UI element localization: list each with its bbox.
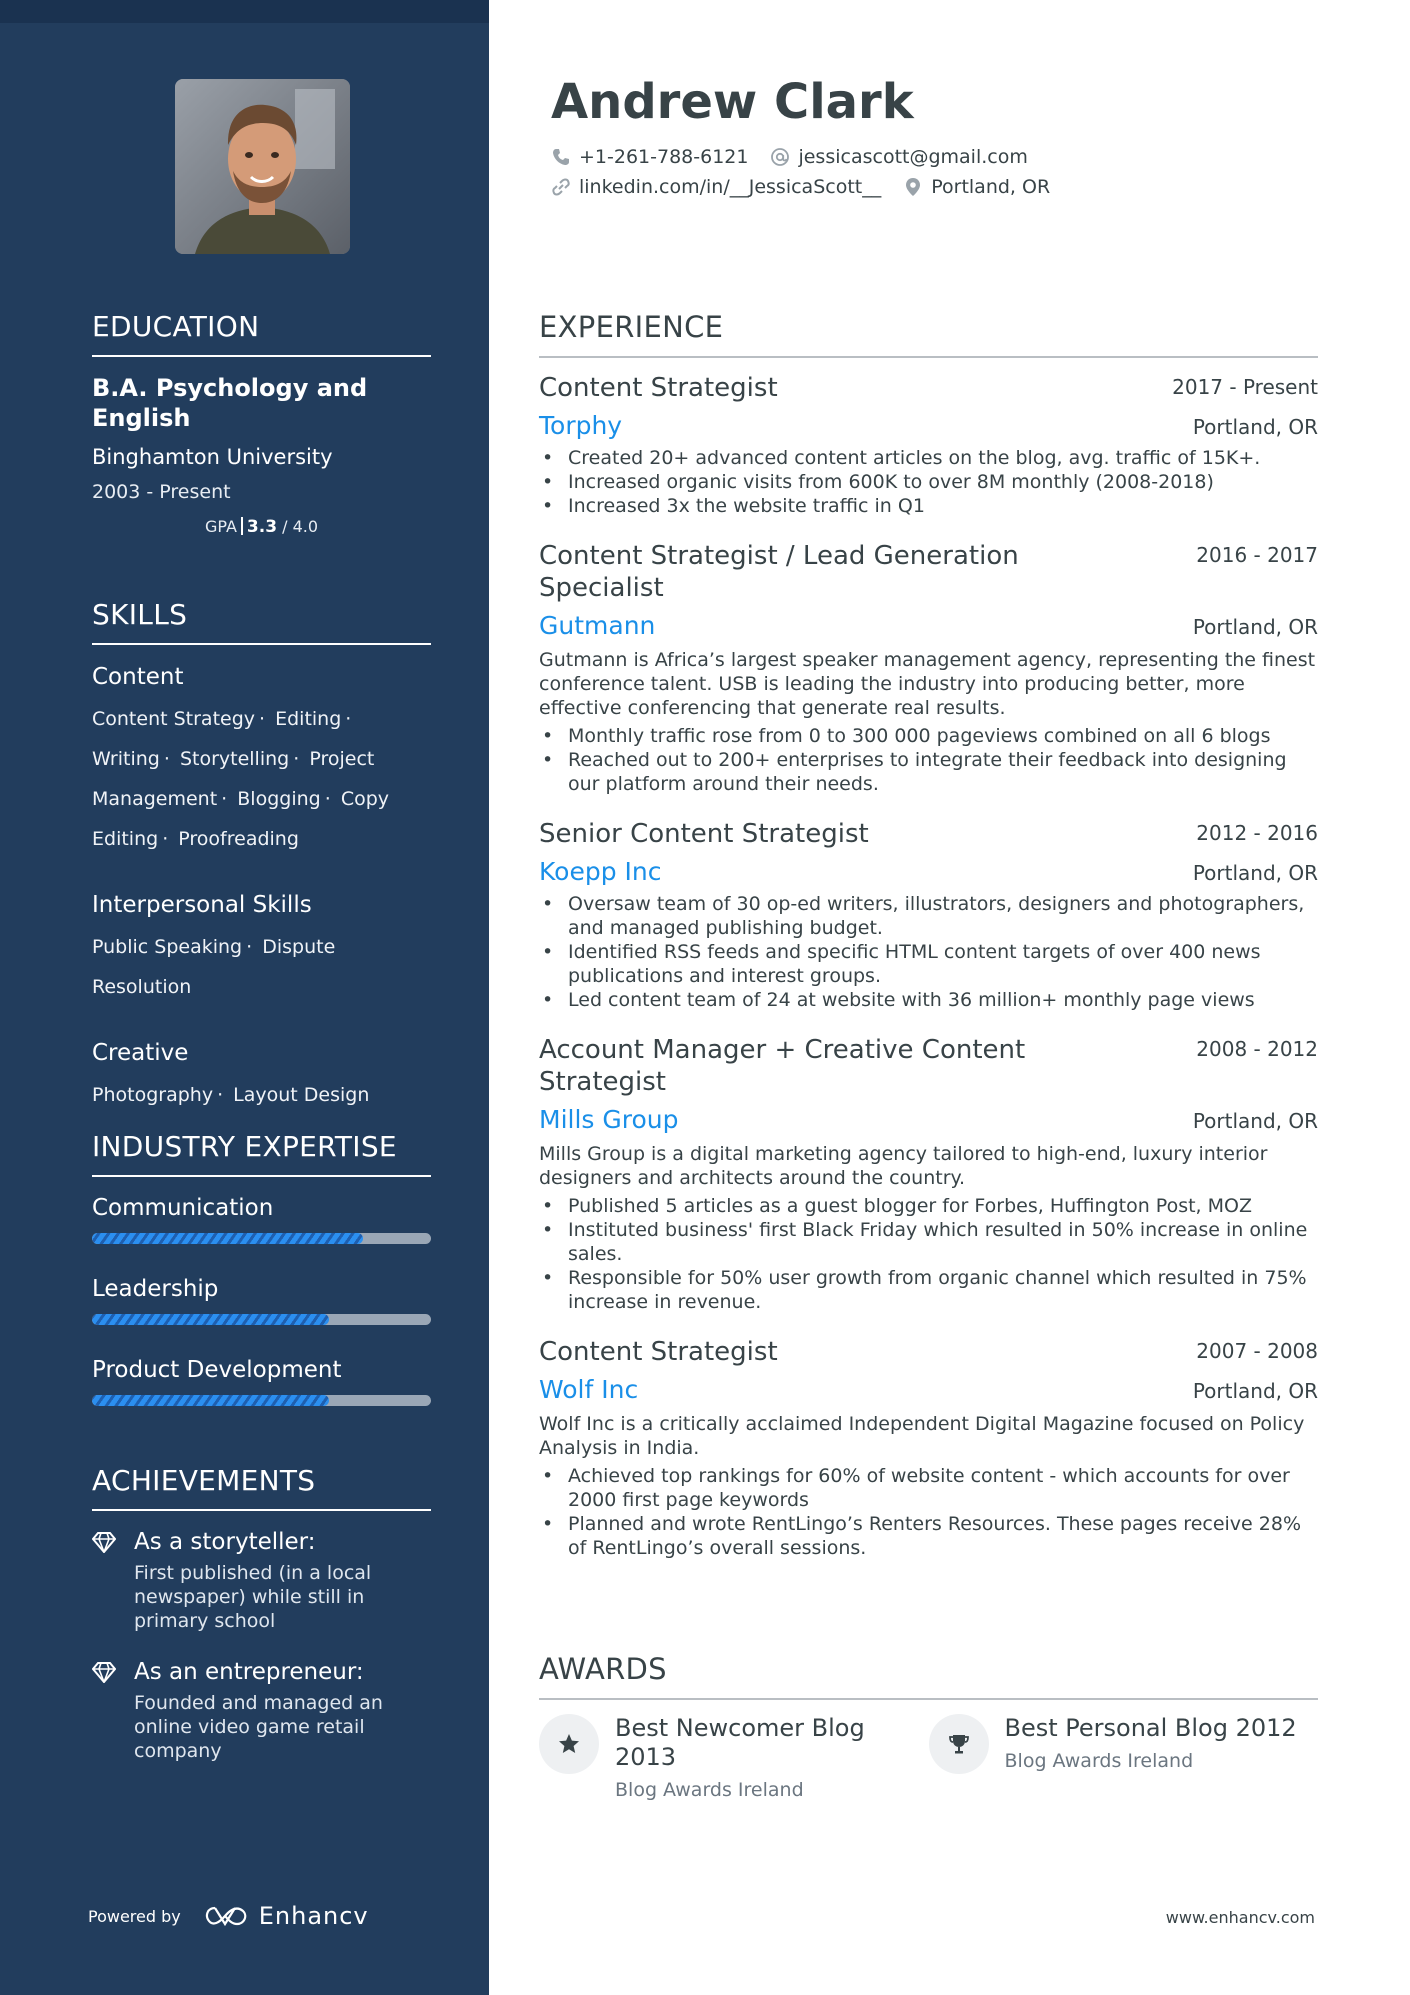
contact-location [903, 176, 1050, 198]
skills-section [92, 598, 431, 1145]
award-organization: Blog Awards Ireland [1004, 1750, 1194, 1772]
job-company: Mills Group [539, 1105, 679, 1134]
job-entry [539, 540, 1318, 796]
job-bullets [539, 1194, 1318, 1314]
job-title: Senior Content Strategist [539, 819, 869, 849]
job-dates: 2007 - 2008 [1196, 1339, 1318, 1363]
award-text [615, 1714, 929, 1802]
job-bullet: • Instituted business' first Black Friday which resulted in 50% increase in online sales. [539, 1218, 1318, 1266]
job-title: Account Manager + Creative Content Strategist [539, 1035, 1026, 1097]
skill-separator: · [324, 788, 331, 810]
contact-email[interactable] [770, 146, 1027, 168]
skill-tag: Dispute Resolution [92, 936, 336, 998]
job-company: Torphy [539, 411, 623, 440]
job-bullet: • Identified RSS feeds and specific HTML content targets of over 400 news publications and interest groups. [539, 940, 1318, 988]
job-dates: 2008 - 2012 [1196, 1037, 1318, 1061]
awards-list [539, 1714, 1318, 1802]
awards-title: AWARDS [539, 1652, 1318, 1700]
job-entry [539, 372, 1318, 518]
skill-separator: · [293, 748, 300, 770]
gpa-label: GPA [204, 517, 237, 536]
job-dates: 2012 - 2016 [1196, 821, 1318, 845]
job-bullets [539, 892, 1318, 1012]
achievement-description: First published (in a local newspaper) while still in primary school [134, 1562, 372, 1632]
job-bullets [539, 724, 1318, 796]
diamond-icon [92, 1661, 116, 1687]
location-text: Portland, OR [931, 176, 1051, 198]
enhancv-brand-name: Enhancv [258, 1902, 369, 1930]
profile-photo [175, 79, 350, 254]
education-degree: B.A. Psychology and English [92, 374, 368, 432]
skills-title: SKILLS [92, 598, 431, 645]
education-section [92, 310, 431, 537]
phone-icon [551, 147, 571, 167]
sidebar [0, 0, 489, 1995]
skill-separator: · [345, 708, 352, 730]
skill-tag: Writing [92, 748, 160, 770]
skill-items [92, 1075, 431, 1115]
education-title: EDUCATION [92, 310, 431, 357]
expertise-name: Leadership [92, 1276, 219, 1302]
job-description: Wolf Inc is a critically acclaimed Independent Digital Magazine focused on Policy Analysis in India. [539, 1413, 1305, 1459]
expertise-item [92, 1193, 431, 1244]
link-icon [551, 177, 571, 197]
skill-tag: Project Management [92, 748, 375, 810]
job-subheader [539, 856, 1318, 888]
powered-by [88, 1902, 369, 1930]
powered-by-label: Powered by [88, 1906, 181, 1926]
skill-tag: Layout Design [233, 1084, 370, 1106]
skill-separator: · [162, 828, 169, 850]
expertise-list [92, 1193, 431, 1406]
job-bullets [539, 1464, 1318, 1560]
skill-tag: Storytelling [179, 748, 290, 770]
job-bullet: • Created 20+ advanced content articles on the blog, avg. traffic of 15K+. [539, 446, 1318, 470]
achievement-title: As a storyteller: [134, 1529, 316, 1555]
expertise-item [92, 1355, 431, 1406]
job-bullet: • Increased 3x the website traffic in Q1 [539, 494, 1318, 518]
job-bullet: • Led content team of 24 at website with 36 million+ monthly page views [539, 988, 1318, 1012]
job-entry [539, 818, 1318, 1012]
job-title: Content Strategist [539, 1337, 778, 1367]
skill-tag: Public Speaking [92, 936, 243, 958]
job-dates: 2017 - Present [1172, 375, 1318, 399]
email-text: jessicascott@gmail.com [798, 146, 1028, 168]
job-dates: 2016 - 2017 [1196, 543, 1318, 567]
expertise-name: Product Development [92, 1357, 342, 1383]
job-header [539, 372, 1318, 404]
job-company: Koepp Inc [539, 857, 662, 886]
enhancv-website-link[interactable]: www.enhancv.com [1165, 1908, 1315, 1927]
job-bullet: • Achieved top rankings for 60% of website content - which accounts for over 2000 first page keywords [539, 1464, 1318, 1512]
education-dates: 2003 - Present [92, 481, 231, 503]
job-location: Portland, OR [1192, 615, 1318, 639]
expertise-section [92, 1130, 431, 1436]
job-header [539, 818, 1318, 850]
achievement-description: Founded and managed an online video game retail company [134, 1692, 383, 1762]
gpa-max: / 4.0 [282, 517, 319, 536]
at-icon [770, 147, 790, 167]
job-title: Content Strategist [539, 373, 778, 403]
job-location: Portland, OR [1192, 415, 1318, 439]
education-gpa [92, 517, 431, 537]
skill-group [92, 889, 431, 1007]
skill-group-title: Content [92, 664, 184, 690]
location-pin-icon [903, 177, 923, 197]
star-icon [539, 1714, 599, 1774]
achievement-title: As an entrepreneur: [134, 1659, 364, 1685]
skill-group [92, 1037, 431, 1115]
skill-separator: · [259, 708, 266, 730]
job-title: Content Strategist / Lead Generation Specialist [539, 541, 1019, 603]
job-location: Portland, OR [1192, 1379, 1318, 1403]
job-location: Portland, OR [1192, 1109, 1318, 1133]
expertise-level-bar [92, 1395, 431, 1406]
phone-text: +1-261-788-6121 [579, 146, 749, 168]
job-subheader [539, 610, 1318, 642]
job-subheader [539, 1104, 1318, 1136]
contact-row-2 [551, 176, 1050, 198]
job-bullet: • Monthly traffic rose from 0 to 300 000 pageviews combined on all 6 blogs [539, 724, 1318, 748]
job-bullet: • Responsible for 50% user growth from organic channel which resulted in 75% increase in revenue. [539, 1266, 1318, 1314]
achievements-title: ACHIEVEMENTS [92, 1464, 431, 1511]
skill-tag: Proofreading [178, 828, 299, 850]
award-text [1005, 1714, 1297, 1802]
diamond-icon [92, 1531, 116, 1557]
gpa-value: 3.3 [246, 517, 278, 537]
award-item [539, 1714, 929, 1802]
contact-phone[interactable] [551, 146, 748, 168]
skill-tag: Blogging [237, 788, 321, 810]
job-description: Mills Group is a digital marketing agency tailored to high-end, luxury interior designers and architects around the country. [539, 1143, 1268, 1189]
education-school: Binghamton University [92, 445, 333, 469]
achievement-item [92, 1657, 431, 1763]
job-company: Wolf Inc [539, 1375, 639, 1404]
job-header [539, 540, 1318, 604]
experience-title: EXPERIENCE [539, 310, 1318, 358]
skill-items [92, 927, 431, 1007]
achievements-list [92, 1527, 431, 1763]
award-organization: Blog Awards Ireland [615, 1779, 804, 1801]
job-bullet: • Planned and wrote RentLingo’s Renters Resources. These pages receive 28% of RentLingo’s overall sessions. [539, 1512, 1318, 1560]
candidate-name: Andrew Clark [551, 74, 914, 130]
expertise-name: Communication [92, 1195, 274, 1221]
job-entry [539, 1034, 1318, 1314]
expertise-level-bar [92, 1233, 431, 1244]
achievement-item [92, 1527, 431, 1633]
job-bullet: • Oversaw team of 30 op-ed writers, illustrators, designers and photographers, and managed publishing budget. [539, 892, 1318, 940]
skill-tag: Copy Editing [92, 788, 390, 850]
expertise-level-fill [92, 1233, 363, 1244]
skill-group-title: Interpersonal Skills [92, 892, 312, 918]
job-subheader [539, 1374, 1318, 1406]
job-bullet: • Reached out to 200+ enterprises to integrate their feedback into designing our platform around their needs. [539, 748, 1318, 796]
job-bullet: • Increased organic visits from 600K to over 8M monthly (2008-2018) [539, 470, 1318, 494]
job-location: Portland, OR [1192, 861, 1318, 885]
skill-group [92, 661, 431, 859]
expertise-item [92, 1274, 431, 1325]
award-title: Best Personal Blog 2012 [1004, 1714, 1297, 1742]
expertise-title: INDUSTRY EXPERTISE [92, 1130, 431, 1177]
infinity-logo-icon [203, 1904, 249, 1928]
trophy-icon [929, 1714, 989, 1774]
skill-separator: · [217, 1084, 224, 1106]
skills-groups [92, 661, 431, 1115]
skill-separator: · [221, 788, 228, 810]
expertise-level-fill [92, 1314, 329, 1325]
expertise-level-bar [92, 1314, 431, 1325]
job-description: Gutmann is Africa’s largest speaker management agency, representing the finest conference talent. USB is leading the industry into producing better, more effective conferencing that generate real results. [539, 649, 1316, 719]
contact-linkedin[interactable] [551, 176, 881, 198]
skill-tag: Photography [92, 1084, 214, 1106]
skill-group-title: Creative [92, 1040, 189, 1066]
job-subheader [539, 410, 1318, 442]
job-header [539, 1336, 1318, 1368]
skill-tag: Editing [275, 708, 342, 730]
job-entry [539, 1336, 1318, 1560]
skill-items [92, 699, 431, 859]
skill-separator: · [246, 936, 253, 958]
expertise-level-fill [92, 1395, 329, 1406]
achievements-section [92, 1464, 431, 1787]
experience-section [539, 310, 1318, 1582]
contact-row-1 [551, 146, 1028, 168]
award-item [929, 1714, 1319, 1802]
sidebar-top-band [0, 0, 489, 23]
skill-separator: · [163, 748, 170, 770]
job-bullets [539, 446, 1318, 518]
job-bullet: • Published 5 articles as a guest blogger for Forbes, Huffington Post, MOZ [539, 1194, 1318, 1218]
job-company: Gutmann [539, 611, 656, 640]
main-content [489, 0, 1410, 1995]
gpa-separator [241, 517, 243, 535]
job-header [539, 1034, 1318, 1098]
linkedin-text: linkedin.com/in/__JessicaScott__ [579, 176, 882, 198]
award-title: Best Newcomer Blog 2013 [615, 1714, 865, 1771]
awards-section [539, 1652, 1318, 1802]
skill-tag: Content Strategy [92, 708, 256, 730]
enhancv-logo[interactable] [203, 1902, 369, 1930]
experience-list [539, 372, 1318, 1560]
